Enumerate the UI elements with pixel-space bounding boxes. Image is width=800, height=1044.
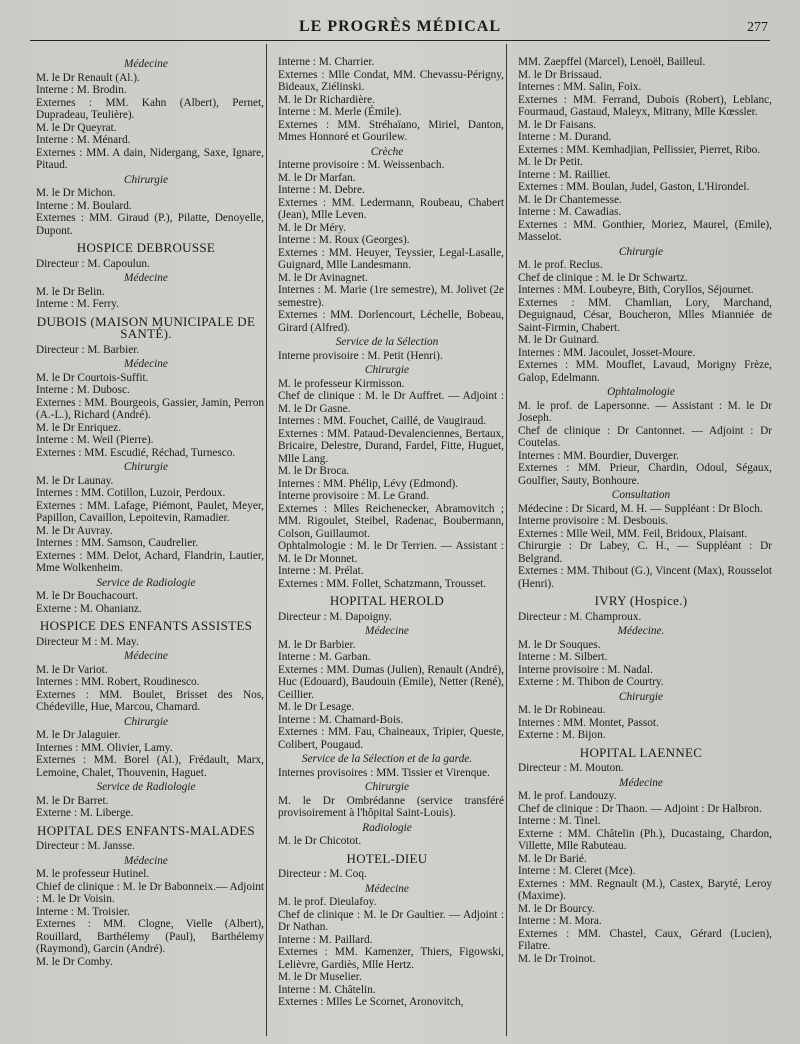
entry-line: Externes : MM. Boulet, Brisset des Nos, Chédeville, Hue, Marcou, Chamard. [36, 688, 264, 713]
entry-line: Interne provisoire : M. Le Grand. [278, 490, 429, 502]
entry-line: M. le Dr Barié. [518, 852, 587, 865]
entry-line: Externes : MM. Giraud (P.), Pilatte, Denoyelle, Dupont. [36, 212, 264, 237]
section-subheading: Médecine [619, 776, 663, 789]
entry-line: M. le Dr Petit. [518, 156, 583, 168]
entry-line: Chef de clinique : M. le Dr Auffret. — Adjoint : M. le Dr Gasne. [278, 390, 504, 415]
entry-line: M. le prof. Landouzy. [518, 790, 617, 802]
section-subheading: Radiologie [362, 821, 412, 834]
entry-line: Externes : MM. Kahn (Albert), Pernet, Dupradeau, Teulière). [36, 96, 264, 121]
section-subheading: Ophtalmologie [607, 386, 675, 398]
institution-heading: IVRY (Hospice.) [594, 593, 688, 608]
entry-line: M. le Dr Auvray. [36, 524, 113, 537]
entry-line: Externes : MM. Kamenzer, Thiers, Figowski, Lelièvre, Gardiès, Mlle Hertz. [278, 946, 504, 971]
section-subheading: Chirurgie [123, 461, 169, 473]
entry-line: M. le Dr Michon. [36, 187, 116, 199]
entry-line: M. le Dr Lesage. [278, 701, 355, 713]
entry-line: Interne : M. Dubosc. [36, 384, 130, 396]
entry-line: Externes : MM. Prieur, Chardin, Odoul, Ségaux, Goulfier, Sauty, Bonhoure. [518, 462, 772, 487]
entry-line: Interne : M. Weil (Pierre). [36, 434, 154, 446]
entry-line: Chirurgie : Dr Labey, C. H., — Suppléant : Dr Belgrand. [518, 540, 772, 565]
institution-heading: HOPITAL LAENNEC [579, 744, 703, 760]
entry-line: Externes : MM. Dorlencourt, Léchelle, Bobeau, Girard (Alfred). [278, 309, 504, 334]
entry-line: M. le Dr Ombrédanne (service transféré provisoirement à l'hôpital Saint-Louis). [278, 794, 504, 819]
director-line: Directeur : M. Barbier. [36, 343, 140, 356]
section-subheading: Médecine [124, 58, 168, 70]
entry-line: Interne : M. Durand. [518, 131, 612, 143]
director-line: Directeur : M. Dapoigny. [278, 610, 392, 623]
entry-line: Interne : M. Paillard. [278, 933, 373, 946]
section-subheading: Médecine. [617, 625, 665, 637]
entry-line: Internes : MM. Loubeyre, Bith, Coryllos, Séjournet. [518, 284, 754, 296]
entry-line: Interne : M. Railliet. [518, 168, 611, 181]
page-number: 277 [747, 20, 768, 35]
section-subheading: Crèche [370, 145, 404, 158]
entry-line: Interne : M. Charrier. [278, 56, 375, 68]
entry-line: M. le prof. de Lapersonne. — Assistant : M. le Dr Joseph. [518, 399, 772, 424]
entry-line: Chef de clinique : Dr Thaon. — Adjoint : Dr Halbron. [518, 802, 762, 815]
institution-heading: HOTEL-DIEU [346, 850, 428, 866]
entry-line: M. le Dr Courtois-Suffit. [36, 371, 149, 384]
entry-line: Chef de clinique : M. le Dr Gaultier. — Adjoint : Dr Nathan. [278, 908, 504, 933]
entry-line: Interne : M. Silbert. [518, 651, 608, 663]
institution-heading: HOPITAL HEROLD [329, 593, 445, 608]
entry-line: M. le Dr Avinagnet. [278, 271, 368, 284]
entry-line: Interne : M. Boulard. [36, 199, 132, 212]
entry-line: M. le Dr Méry. [278, 221, 346, 234]
entry-line: Externes : MM. Stréhaïano, Miriel, Danton, Mmes Honnoré et Gourilew. [278, 118, 504, 143]
entry-line: Internes : MM. Olivier, Lamy. [36, 741, 173, 754]
entry-line: M. le Dr Comby. [36, 955, 113, 968]
entry-line: M. le Dr Queyrat. [36, 121, 117, 134]
entry-line: M. le prof. Reclus. [518, 259, 603, 271]
entry-line: Interne : M. Cawadias. [518, 206, 622, 218]
entry-line: Externes : MM. Lafage, Piémont, Paulet, Meyer, Papillon, Cavaillon, Lepoitevin, Ramadier. [36, 499, 264, 524]
journal-title: LE PROGRÈS MÉDICAL [298, 18, 502, 35]
section-subheading: Chirurgie [123, 715, 169, 728]
entry-line: Externes : MM. A dain, Nidergang, Saxe, Ignare, Pitaud. [36, 146, 264, 171]
section-subheading: Consultation [611, 489, 671, 501]
section-subheading: Service de Radiologie [96, 576, 196, 589]
entry-line: Interne : M. Merle (Émile). [278, 106, 402, 118]
entry-line: Internes : MM. Montet, Passot. [518, 716, 659, 729]
entry-line: M. le Dr Barbier. [278, 638, 356, 651]
institution-heading: HOSPICE DES ENFANTS ASSISTES [39, 618, 253, 633]
section-subheading: Médecine [124, 650, 168, 662]
institution-heading: DUBOIS (MAISON MUNICIPALE DE SANTÉ). [36, 313, 256, 341]
entry-line: Médecine : Dr Sicard, M. H. — Suppléant : Dr Bloch. [518, 502, 763, 515]
entry-line: Externes : MM. Heuyer, Teyssier, Legal-Lasalle, Guignard, Mlle Landesmann. [278, 246, 504, 271]
entry-line: Interne : M. Troisier. [36, 905, 130, 918]
column-divider [506, 44, 507, 1036]
institution-heading: HOSPICE DEBROUSSE [76, 240, 216, 255]
entry-line: Chef de clinique : Dr Cantonnet. — Adjoint : Dr Coutelas. [518, 424, 772, 449]
section-subheading: Chirurgie [364, 364, 410, 376]
entry-line: Interne provisoire : M. Weissenbach. [278, 159, 445, 171]
entry-line: Externe : MM. Châtelin (Ph.), Ducastaing, Chardon, Villette, Mlle Rabuteau. [518, 827, 772, 852]
entry-line: M. le Dr Belin. [36, 285, 105, 298]
entry-line: M. le Dr Marfan. [278, 171, 356, 184]
entry-line: Internes provisoires : MM. Tissier et Virenque. [278, 766, 490, 779]
entry-line: Externe : M. Ohanianz. [36, 602, 142, 615]
entry-line: M. le Dr Richardière. [278, 93, 375, 106]
entry-line: M. le Dr Bourcy. [518, 902, 595, 915]
column-2 [270, 56, 504, 1009]
entry-line: Externes : MM. Chamlian, Lory, Marchand, Deguignaud, César, Boucheron, Mlles Mianniée de Saint-Firmin, Chabert. [518, 296, 772, 334]
entry-line: Interne : M. Châtelin. [278, 983, 376, 996]
entry-line: Externes : MM. Gonthier, Moriez, Maurel, (Emile), Masselot. [518, 218, 772, 243]
entry-line: M. le professeur Kirmisson. [278, 377, 405, 390]
entry-line: Chief de clinique : M. le Dr Babonneix.— Adjoint : M. le Dr Voisin. [36, 880, 264, 905]
section-subheading: Service de Radiologie [96, 781, 196, 793]
entry-line: Interne : M. Ménard. [36, 134, 131, 146]
entry-line: Interne : M. Mora. [518, 915, 602, 927]
director-line: Directeur : M. Capoulun. [36, 257, 150, 270]
director-line: Directeur : M. Mouton. [518, 762, 624, 774]
entry-line: Externes : Mlle Condat, MM. Chevassu-Périgny, Bideaux, Ziélinski. [278, 68, 504, 93]
entry-line: Internes : M. Marie (1re semestre), M. Jolivet (2e semestre). [278, 284, 504, 309]
director-line: Directeur : M. Jansse. [36, 840, 135, 852]
section-subheading: Chirurgie [364, 781, 410, 793]
entry-line: Interne provisoire : M. Desbouis. [518, 515, 668, 527]
entry-line: M. le Dr Renault (Al.). [36, 71, 140, 84]
entry-line: Chef de clinique : M. le Dr Schwartz. [518, 271, 688, 284]
entry-line: Externes : MM. Thibout (G.), Vincent (Max), Rousselot (Henri). [518, 565, 772, 590]
director-line: Directeur : M. Champroux. [518, 610, 642, 623]
entry-line: Externes : MM. Fau, Chaineaux, Tripier, Queste, Colibert, Pougaud. [278, 726, 504, 751]
entry-line: M. le Dr Robineau. [518, 704, 606, 716]
entry-line: Externes : Mlles Le Scornet, Aronovitch, [278, 996, 464, 1008]
entry-line: Internes : MM. Salin, Foix. [518, 81, 642, 93]
section-subheading: Chirurgie [618, 245, 664, 258]
entry-line: Externe : M. Liberge. [36, 807, 134, 819]
entry-line: Interne : M. Ferry. [36, 298, 120, 310]
entry-line: Externes : MM. Dumas (Julien), Renault (André), Huc (Edouard), Baudouin (Emile), Netter (René), Ceillier. [278, 663, 504, 701]
section-subheading: Médecine [365, 882, 409, 895]
entry-line: Internes : MM. Fouchet, Caillé, de Vaugiraud. [278, 415, 487, 427]
entry-line: Externes : MM. Ledermann, Roubeau, Chabert (Jean), Mlle Leven. [278, 196, 504, 221]
entry-line: Internes : MM. Robert, Roudinesco. [36, 676, 200, 688]
director-line: Directeur : M. Coq. [278, 868, 367, 880]
entry-line: Externes : MM. Escudié, Réchad, Turnesco. [36, 446, 236, 459]
entry-line: M. le Dr Souques. [518, 638, 601, 651]
entry-line: Externes : MM. Regnault (M.), Castex, Baryté, Leroy (Maxime). [518, 877, 772, 902]
entry-line: M. le professeur Hutinel. [36, 868, 150, 880]
entry-line: Interne : M. Prélat. [278, 565, 364, 577]
column-divider [266, 44, 267, 1036]
entry-line: Interne : M. Debre. [278, 184, 365, 196]
entry-line: Externes : Mlle Weil, MM. Feil, Bridoux, Plaisant. [518, 527, 748, 540]
entry-line: M. le Dr Bouchacourt. [36, 590, 138, 602]
entry-line: Ophtalmologie : M. le Dr Terrien. — Assistant : M. le Dr Monnet. [278, 540, 504, 565]
entry-line: Externes : MM. Follet, Schatzmann, Trousset. [278, 577, 487, 590]
entry-line: Externes : MM. Borel (Al.), Frédault, Marx, Lemoine, Chalet, Thouvenin, Haguet. [36, 754, 264, 779]
entry-line: Externes : Mlles Reichenecker, Abramovitch ; MM. Rigoulet, Steibel, Radenac, Boubermann, Colson, Guillaumot. [278, 502, 504, 540]
section-subheading: Médecine [124, 272, 168, 284]
entry-line: Externe : M. Thibon de Courtry. [518, 676, 664, 688]
entry-line: Externes : MM. Pataud-Devalenciennes, Bertaux, Bricaire, Delestre, Durand, Fardel, Fitte, Huguet, Mlle Lang. [278, 427, 504, 465]
entry-line: MM. Zaepffel (Marcel), Lenoël, Bailleul. [518, 56, 706, 68]
entry-line: Internes : MM. Cotillon, Luzoir, Perdoux. [36, 487, 226, 499]
entry-line: Externes : MM. Clogne, Vielle (Albert), Rouillard, Barthélemy (Paul), Barthélemy (Raymond), Garcin (André). [36, 918, 264, 955]
entry-line: Interne provisoire : M. Petit (Henri). [278, 349, 443, 362]
entry-line: Interne : M. Chamard-Bois. [278, 713, 404, 726]
section-subheading: Chirurgie [123, 173, 169, 186]
entry-line: M. le Dr Muselier. [278, 971, 362, 983]
entry-line: Externes : MM. Mouflet, Lavaud, Morigny Frèze, Galop, Edelmann. [518, 359, 772, 384]
entry-line: M. le Dr Faisans. [518, 118, 597, 131]
entry-line: Interne : M. Cleret (Mce). [518, 865, 636, 877]
entry-line: Interne provisoire : M. Nadal. [518, 663, 653, 676]
entry-line: Internes : MM. Jacoulet, Josset-Moure. [518, 346, 696, 359]
entry-line: M. le Dr Brissaud. [518, 68, 602, 81]
institution-heading: HOPITAL DES ENFANTS-MALADES [37, 822, 255, 838]
section-subheading: Médecine [124, 854, 168, 867]
section-subheading: Chirurgie [618, 690, 664, 703]
entry-line: M. le Dr Variot. [36, 663, 108, 676]
entry-line: M. le Dr Launay. [36, 474, 114, 487]
entry-line: M. le Dr Chantemesse. [518, 193, 622, 206]
entry-line: M. le Dr Chicotot. [278, 835, 362, 847]
entry-line: Interne : M. Brodin. [36, 84, 127, 96]
entry-line: Internes : MM. Phélip, Lévy (Edmond). [278, 477, 459, 490]
entry-line: Externes : MM. Bourgeois, Gassier, Jamin, Perron (A.-L.), Richard (André). [36, 396, 264, 421]
entry-line: M. le Dr Barret. [36, 794, 109, 807]
entry-line: M. le Dr Jalaguier. [36, 729, 121, 741]
entry-line: M. le Dr Guinard. [518, 334, 600, 346]
entry-line: Interne : M. Garban. [278, 651, 371, 663]
entry-line: Externes : MM. Boulan, Judel, Gaston, L'Hirondel. [518, 181, 750, 193]
column-3 [510, 56, 772, 965]
section-subheading: Médecine [365, 625, 409, 637]
entry-line: Internes : MM. Samson, Caudrelier. [36, 537, 199, 549]
entry-line: Externes : MM. Chastel, Caux, Gérard (Lucien), Filatre. [518, 927, 772, 952]
section-subheading: Médecine [124, 358, 168, 370]
entry-line: Externes : MM. Delot, Achard, Flandrin, Lautier, Mme Wolkenheim. [36, 549, 264, 574]
entry-line: Internes : MM. Bourdier, Duverger. [518, 449, 679, 462]
entry-line: Interne : M. Tinel. [518, 815, 601, 827]
column-1 [28, 56, 264, 968]
entry-line: Externe : M. Bijon. [518, 729, 606, 741]
entry-line: Externes : MM. Kemhadjian, Pellissier, Pierret, Ribo. [518, 143, 761, 156]
entry-line: Interne : M. Roux (Georges). [278, 234, 410, 246]
entry-line: M. le Dr Enriquez. [36, 421, 122, 434]
entry-line: M. le Dr Troinot. [518, 952, 596, 965]
page-header [30, 12, 770, 41]
section-subheading: Service de la Sélection et de la garde. [301, 753, 473, 765]
section-subheading: Service de la Sélection [335, 336, 439, 348]
entry-line: M. le Dr Broca. [278, 465, 350, 477]
entry-line: Externes : MM. Ferrand, Dubois (Robert), Leblanc, Fourmaud, Gastaud, Maleyx, Mitrany, Mlle Kœssler. [518, 93, 772, 118]
entry-line: M. le prof. Dieulafoy. [278, 896, 377, 908]
director-line: Directeur M : M. May. [36, 635, 139, 648]
